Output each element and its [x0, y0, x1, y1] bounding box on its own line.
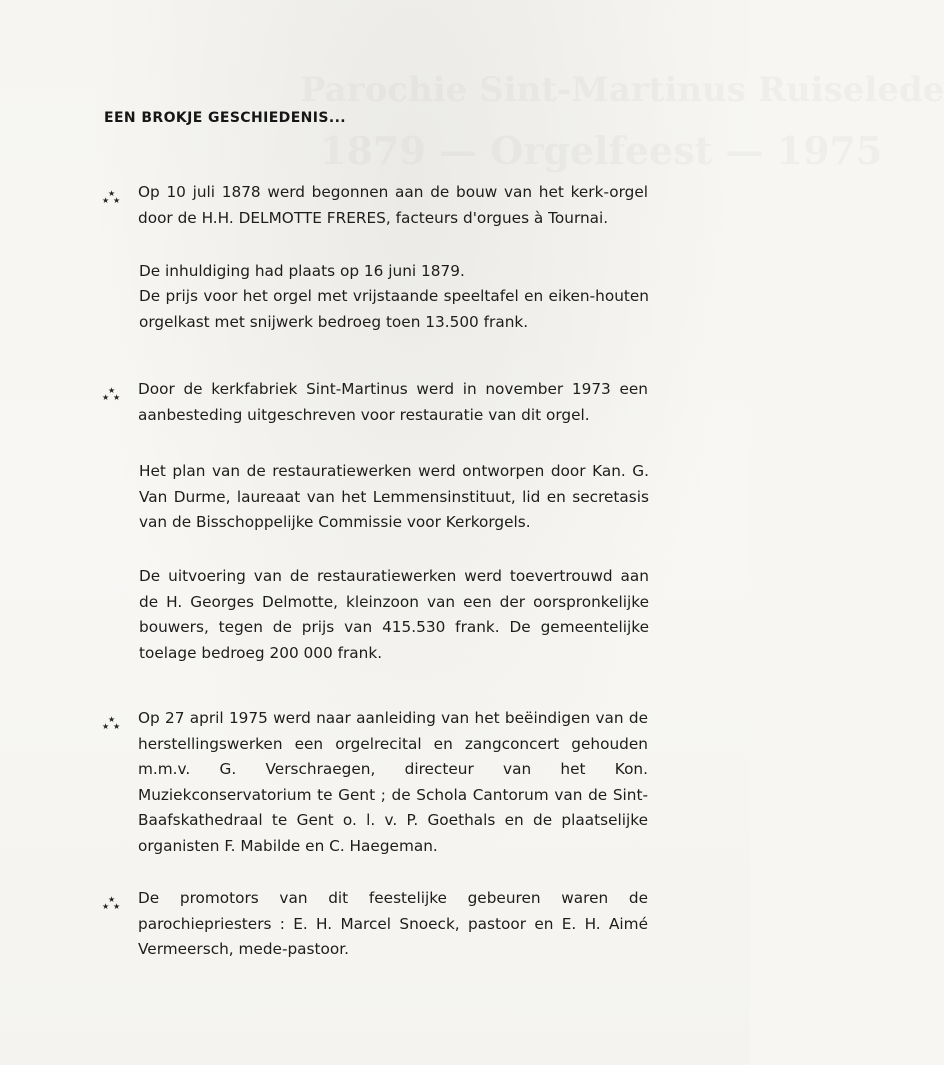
history-section-1: [100, 180, 655, 340]
history-section-3: [100, 706, 655, 855]
section-1-paragraph-3: De prijs voor het orgel met vrijstaande speeltafel en eiken-houten orgelkast met snijwerk bedroeg toen 13.500 frank.: [139, 287, 649, 331]
star-bullet-icon: ★ ★ ★: [102, 386, 121, 402]
show-through-text-line-2: 1879 — Orgelfeest — 1975: [320, 128, 883, 173]
section-2-paragraph-3: De uitvoering van de restauratiewerken werd toevertrouwd aan de H. Georges Delmotte, kleinzoon van een der oorspronkelijke bouwers, tegen de prijs van 415.530 frank. De gemeentelijke toelage bedroeg 200 000 frank.: [139, 567, 649, 662]
history-section-4: [100, 886, 655, 976]
show-through-text-line-1: Parochie Sint-Martinus Ruiselede: [300, 70, 944, 110]
section-3-paragraph-1: Op 27 april 1975 werd naar aanleiding van het beëindigen van de herstellingswerken een orgelrecital en zangconcert gehouden m.m.v. G. Verschraegen, directeur van het Kon. Muziekconservatorium te Gent ; de Schola Cantorum van de Sint-Baafskathedraal te Gent o. l. v. P. Goethals en de plaatselijke organisten F. Mabilde en C. Haegeman.: [138, 709, 648, 855]
section-2-paragraph-1: Door de kerkfabriek Sint-Martinus werd in november 1973 een aanbesteding uitgeschreven voor restauratie van dit orgel.: [138, 380, 648, 424]
history-section-2: [100, 377, 655, 667]
star-bullet-icon: ★ ★ ★: [102, 715, 121, 731]
section-4-paragraph-1: De promotors van dit feestelijke gebeuren waren de parochiepriesters : E. H. Marcel Snoeck, pastoor en E. H. Aimé Vermeersch, mede-pastoor.: [138, 889, 648, 958]
section-1-paragraph-1: Op 10 juli 1878 werd begonnen aan de bouw van het kerk-orgel door de H.H. DELMOTTE FRERES, facteurs d'orgues à Tournai.: [138, 183, 648, 227]
section-2-paragraph-2: Het plan van de restauratiewerken werd ontworpen door Kan. G. Van Durme, laureaat van het Lemmensinstituut, lid en secretasis van de Bisschoppelijke Commissie voor Kerkorgels.: [139, 462, 649, 531]
star-bullet-icon: ★ ★ ★: [102, 189, 121, 205]
document-heading: EEN BROKJE GESCHIEDENIS...: [104, 110, 347, 126]
section-1-paragraph-2: De inhuldiging had plaats op 16 juni 1879.: [139, 262, 465, 280]
star-bullet-icon: ★ ★ ★: [102, 895, 121, 911]
